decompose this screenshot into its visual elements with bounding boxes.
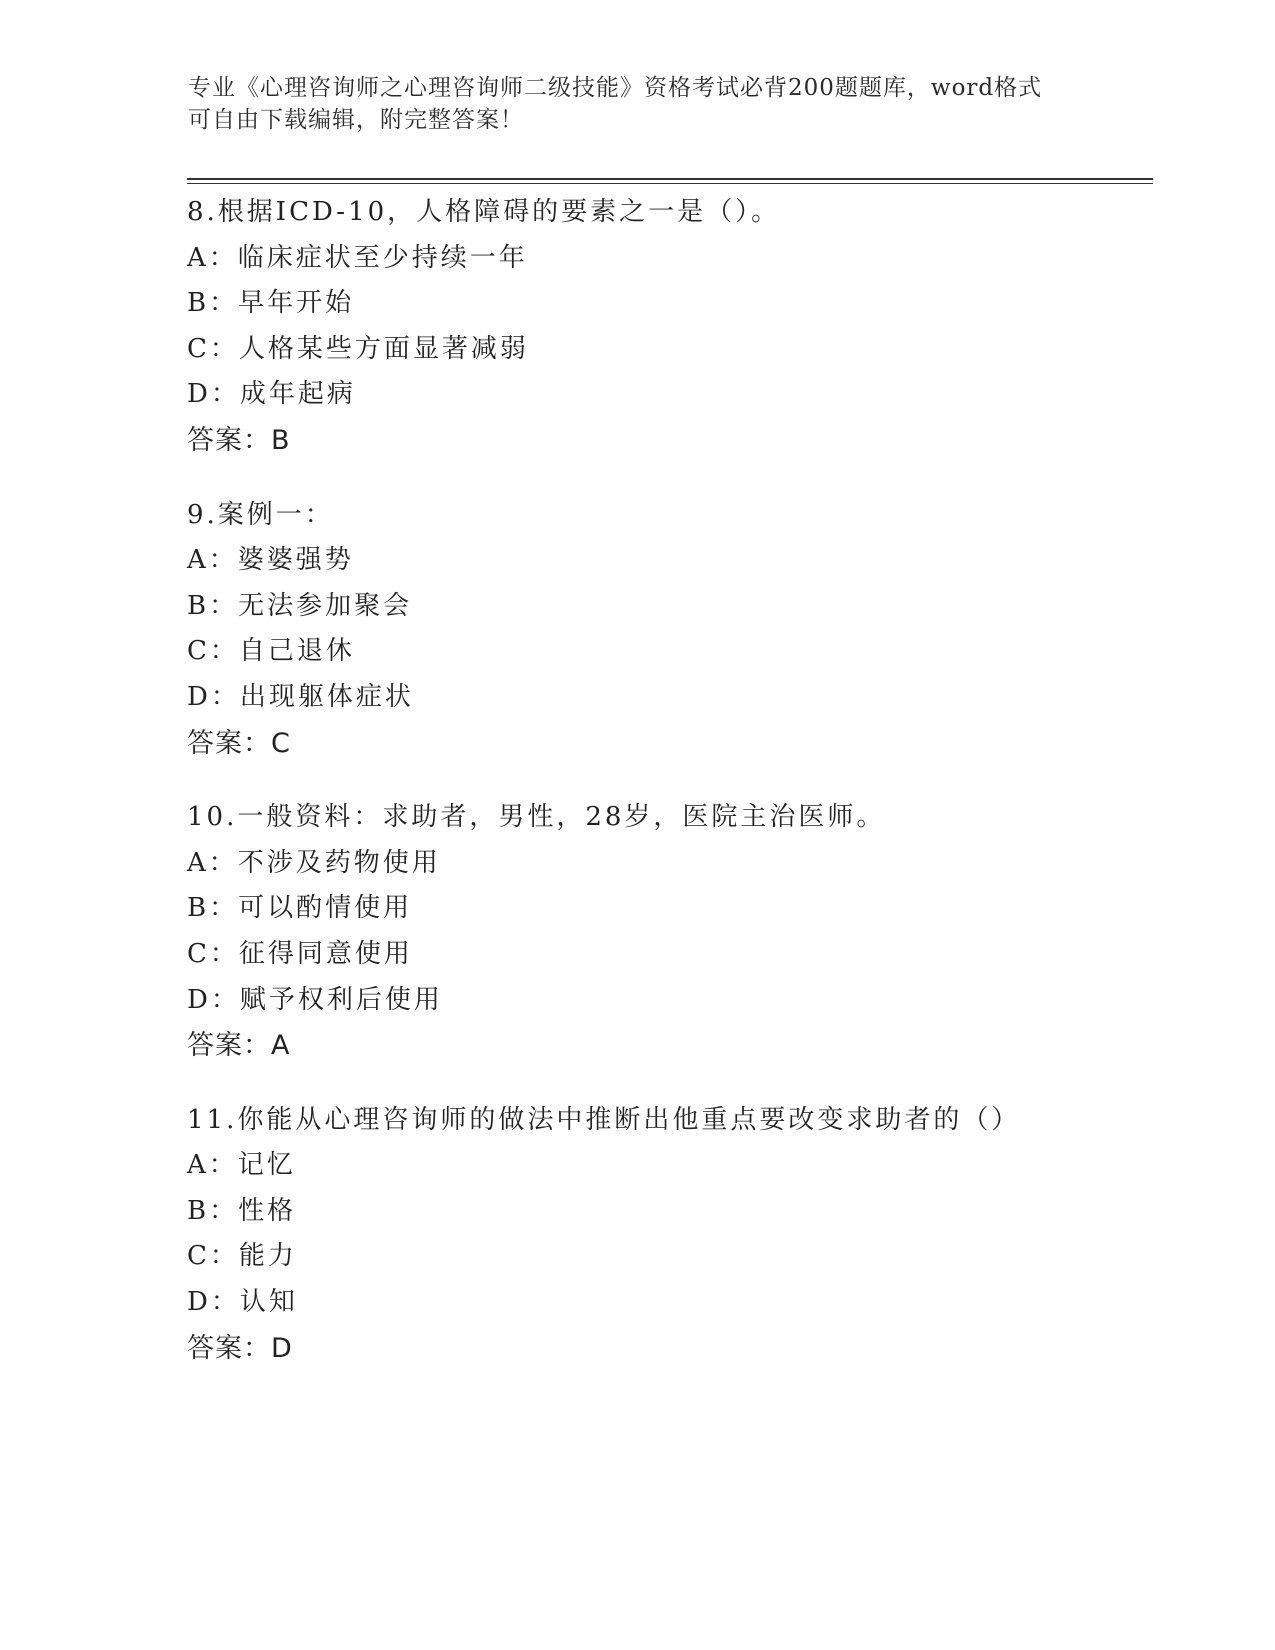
answer-line: 答案：D [187, 1332, 293, 1364]
option-c: C：能力 [187, 1241, 297, 1272]
option-d: D：认知 [187, 1287, 298, 1318]
answer-line: 答案：C [187, 727, 291, 759]
answer-line: 答案：B [187, 424, 291, 456]
question-9 [187, 493, 1187, 767]
option-c: C：自己退休 [187, 636, 355, 667]
option-b: B：无法参加聚会 [187, 590, 413, 621]
option-b: B：性格 [187, 1195, 297, 1226]
option-a: A：婆婆强势 [187, 545, 354, 576]
question-list [187, 190, 1187, 1400]
question-10 [187, 795, 1187, 1069]
question-stem: 10.一般资料：求助者，男性，28岁，医院主治医师。 [187, 802, 886, 833]
question-stem: 8.根据ICD-10，人格障碍的要素之一是（）。 [187, 197, 781, 227]
question-8 [187, 190, 1187, 464]
answer-line: 答案：A [187, 1030, 291, 1062]
question-stem: 11.你能从心理咨询师的做法中推断出他重点要改变求助者的（） [187, 1104, 1021, 1135]
option-a: A：记忆 [187, 1150, 296, 1181]
header-title-line-1: 专业《心理咨询师之心理咨询师二级技能》资格考试必背200题题库，word格式 [188, 75, 1043, 101]
question-stem: 9.案例一： [187, 499, 334, 530]
header-title-line-2: 可自由下载编辑，附完整答案！ [188, 107, 524, 133]
option-a: A：临床症状至少持续一年 [187, 242, 528, 273]
option-d: D：赋予权利后使用 [187, 984, 443, 1015]
option-d: D：成年起病 [187, 379, 356, 410]
option-d: D：出现躯体症状 [187, 681, 414, 712]
option-a: A：不涉及药物使用 [187, 847, 441, 878]
option-b: B：早年开始 [187, 288, 355, 319]
question-11 [187, 1098, 1187, 1372]
header-divider-thin [187, 183, 1153, 184]
option-c: C：征得同意使用 [187, 938, 413, 969]
option-c: C：人格某些方面显著减弱 [187, 333, 529, 364]
document-header [188, 72, 1088, 136]
header-divider-thick [187, 178, 1153, 180]
option-b: B：可以酌情使用 [187, 893, 413, 924]
